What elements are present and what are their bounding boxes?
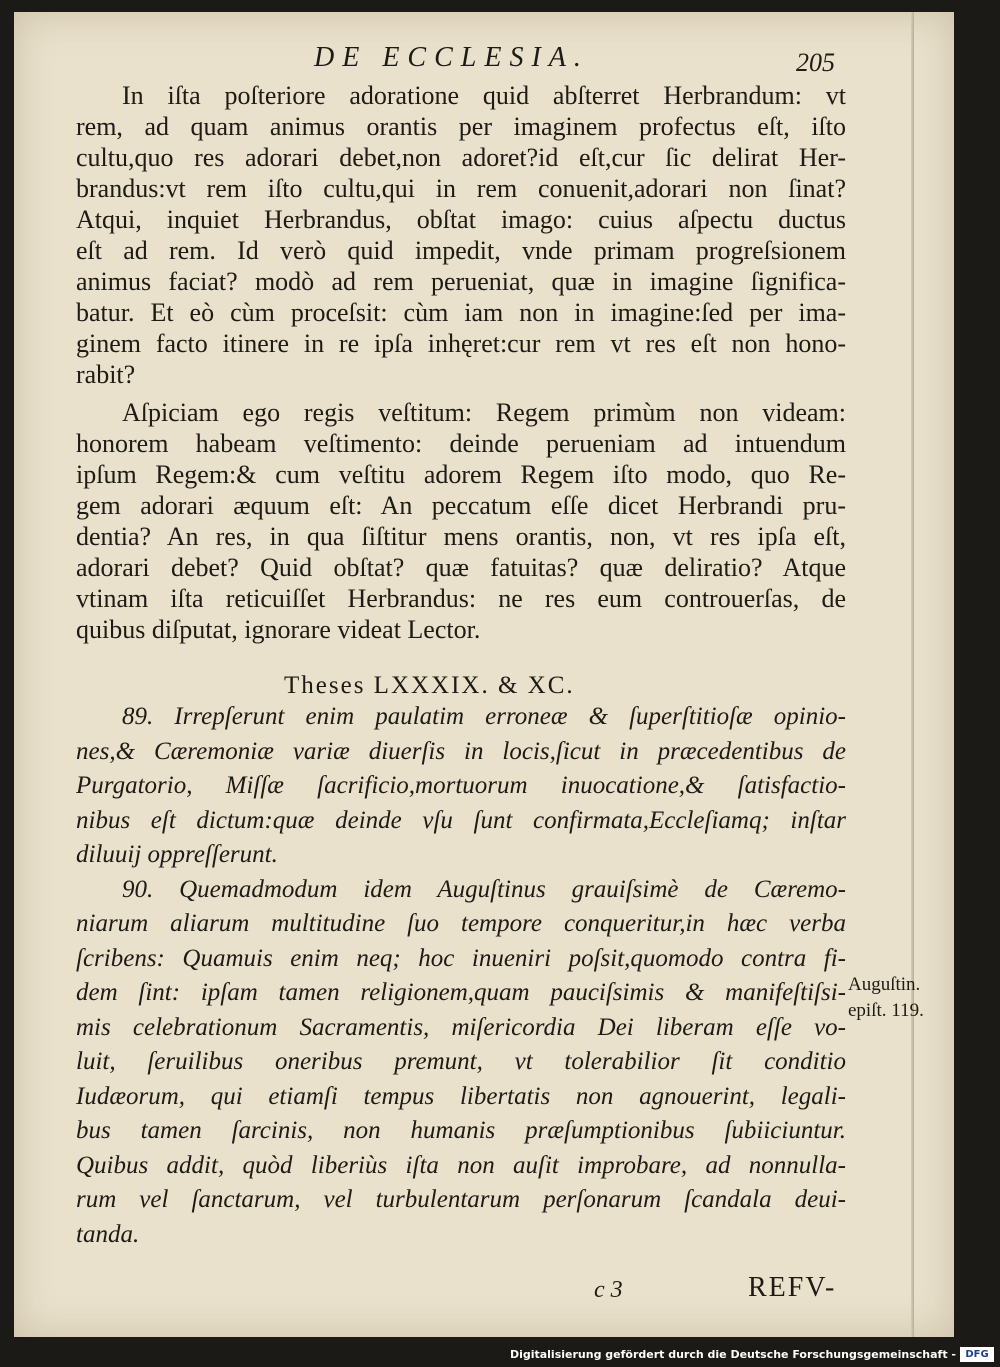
text-line: gem adorari æquum eſt: An peccatum eſſe dicet Herbrandi pru- bbox=[76, 491, 846, 520]
text-line: Iudæorum, qui etiamſi tempus libertatis non agnouerint, legali- bbox=[76, 1082, 846, 1110]
paragraph-1 bbox=[76, 80, 846, 390]
text-line: niarum aliarum multitudine ſuo tempore conqueritur,in hæc verba bbox=[76, 910, 846, 937]
text-line: nes,& Cæremoniæ variæ diuerſis in locis,ſicut in præcedentibus de bbox=[76, 737, 846, 765]
margin-note-line: Auguſtin. bbox=[848, 974, 921, 995]
text-line: rem, ad quam animus orantis per imaginem profectus eſt, iſto bbox=[76, 112, 846, 141]
text-line: luit, ſeruilibus oneribus premunt, vt tolerabilior ſit conditio bbox=[76, 1048, 846, 1075]
text-line: nibus eſt dictum:quæ deinde vſu ſunt confirmata,Eccleſiamq; inſtar bbox=[76, 806, 846, 834]
text-line: adorari debet? Quid obſtat? quæ fatuitas? quæ deliratio? Atque bbox=[76, 553, 846, 582]
margin-note bbox=[848, 972, 924, 1024]
text-line: Purgatorio, Miſſæ ſacrificio,mortuorum inuocatione,& ſatisfactio- bbox=[76, 772, 846, 799]
footer-credit: Digitalisierung gefördert durch die Deutsche Forschungsgemeinschaft - bbox=[509, 1348, 956, 1361]
text-line: vtinam iſta reticuiſſet Herbrandus: ne res eum controuerſas, de bbox=[76, 584, 846, 613]
signature-mark: c 3 bbox=[594, 1277, 623, 1303]
text-line: diluuij oppreſſerunt. bbox=[76, 841, 278, 868]
text-line: eſt ad rem. Id verò quid impedit, vnde primam progreſsionem bbox=[76, 236, 846, 265]
running-head: DE ECCLESIA. bbox=[314, 42, 589, 73]
text-line: dentia? An res, in qua ſiſtitur mens orantis, non, vt res ipſa eſt, bbox=[76, 522, 846, 551]
text-line: Aſpiciam ego regis veſtitum: Regem primùm non videam: bbox=[122, 398, 846, 427]
theses-block bbox=[76, 700, 846, 1252]
text-line: batur. Et eò cùm proceſsit: cùm iam non in imagine:ſed per ima- bbox=[76, 298, 846, 327]
catchword: REFV- bbox=[748, 1272, 837, 1303]
book-page bbox=[14, 12, 954, 1337]
text-line: animus faciat? modò ad rem perueniat, quæ in imagine ſignifica- bbox=[76, 267, 846, 296]
text-line: Atqui, inquiet Herbrandus, obſtat imago: cuius aſpectu ductus bbox=[76, 205, 846, 234]
text-line: tanda. bbox=[76, 1220, 140, 1248]
text-line: ipſum Regem:& cum veſtitu adorem Regem iſto modo, quo Re- bbox=[76, 460, 846, 489]
page-number: 205 bbox=[796, 48, 835, 77]
text-line: dem ſint: ipſam tamen religionem,quam pauciſsimis & manifeſtiſsi- bbox=[76, 979, 846, 1006]
text-line: In iſta poſteriore adoratione quid abſterret Herbrandum: vt bbox=[122, 81, 846, 110]
text-line: cultu,quo res adorari debet,non adoret?id eſt,cur ſic delirat Her- bbox=[76, 143, 846, 172]
text-line: bus tamen ſarcinis, non humanis præſumptionibus ſubiiciuntur. bbox=[76, 1117, 846, 1144]
text-line: ſcribens: Quamuis enim neq; hoc inueniri poſsit,quomodo contra fi- bbox=[76, 944, 846, 972]
text-line: 89. Irrepſerunt enim paulatim erroneæ & ſuperſtitioſæ opinio- bbox=[122, 703, 846, 730]
text-line: rabit? bbox=[76, 360, 136, 389]
dfg-logo-icon: DFG bbox=[960, 1347, 994, 1362]
section-heading: Theses LXXXIX. & XC. bbox=[284, 672, 575, 699]
text-line: quibus diſputat, ignorare videat Lector. bbox=[76, 615, 481, 644]
footer-bar bbox=[0, 1345, 1000, 1367]
margin-note-line: epiſt. 119. bbox=[848, 1000, 924, 1021]
text-line: Quibus addit, quòd liberiùs iſta non auſit improbare, ad nonnulla- bbox=[76, 1151, 846, 1179]
text-line: mis celebrationum Sacramentis, miſericordia Dei liberam eſſe vo- bbox=[76, 1013, 846, 1041]
text-line: brandus:vt rem iſto cultu,qui in rem conuenit,adorari non ſinat? bbox=[76, 174, 846, 203]
text-line: ginem facto itinere in re ipſa inhęret:cur rem vt res eſt non hono- bbox=[76, 329, 846, 358]
text-line: rum vel ſanctarum, vel turbulentarum perſonarum ſcandala deui- bbox=[76, 1186, 846, 1213]
text-line: honorem habeam veſtimento: deinde perueniam ad intuendum bbox=[76, 429, 846, 458]
page-edge bbox=[911, 12, 914, 1337]
text-line: 90. Quemadmodum idem Auguſtinus grauiſsimè de Cæremo- bbox=[122, 875, 846, 903]
paragraph-2 bbox=[76, 397, 846, 645]
